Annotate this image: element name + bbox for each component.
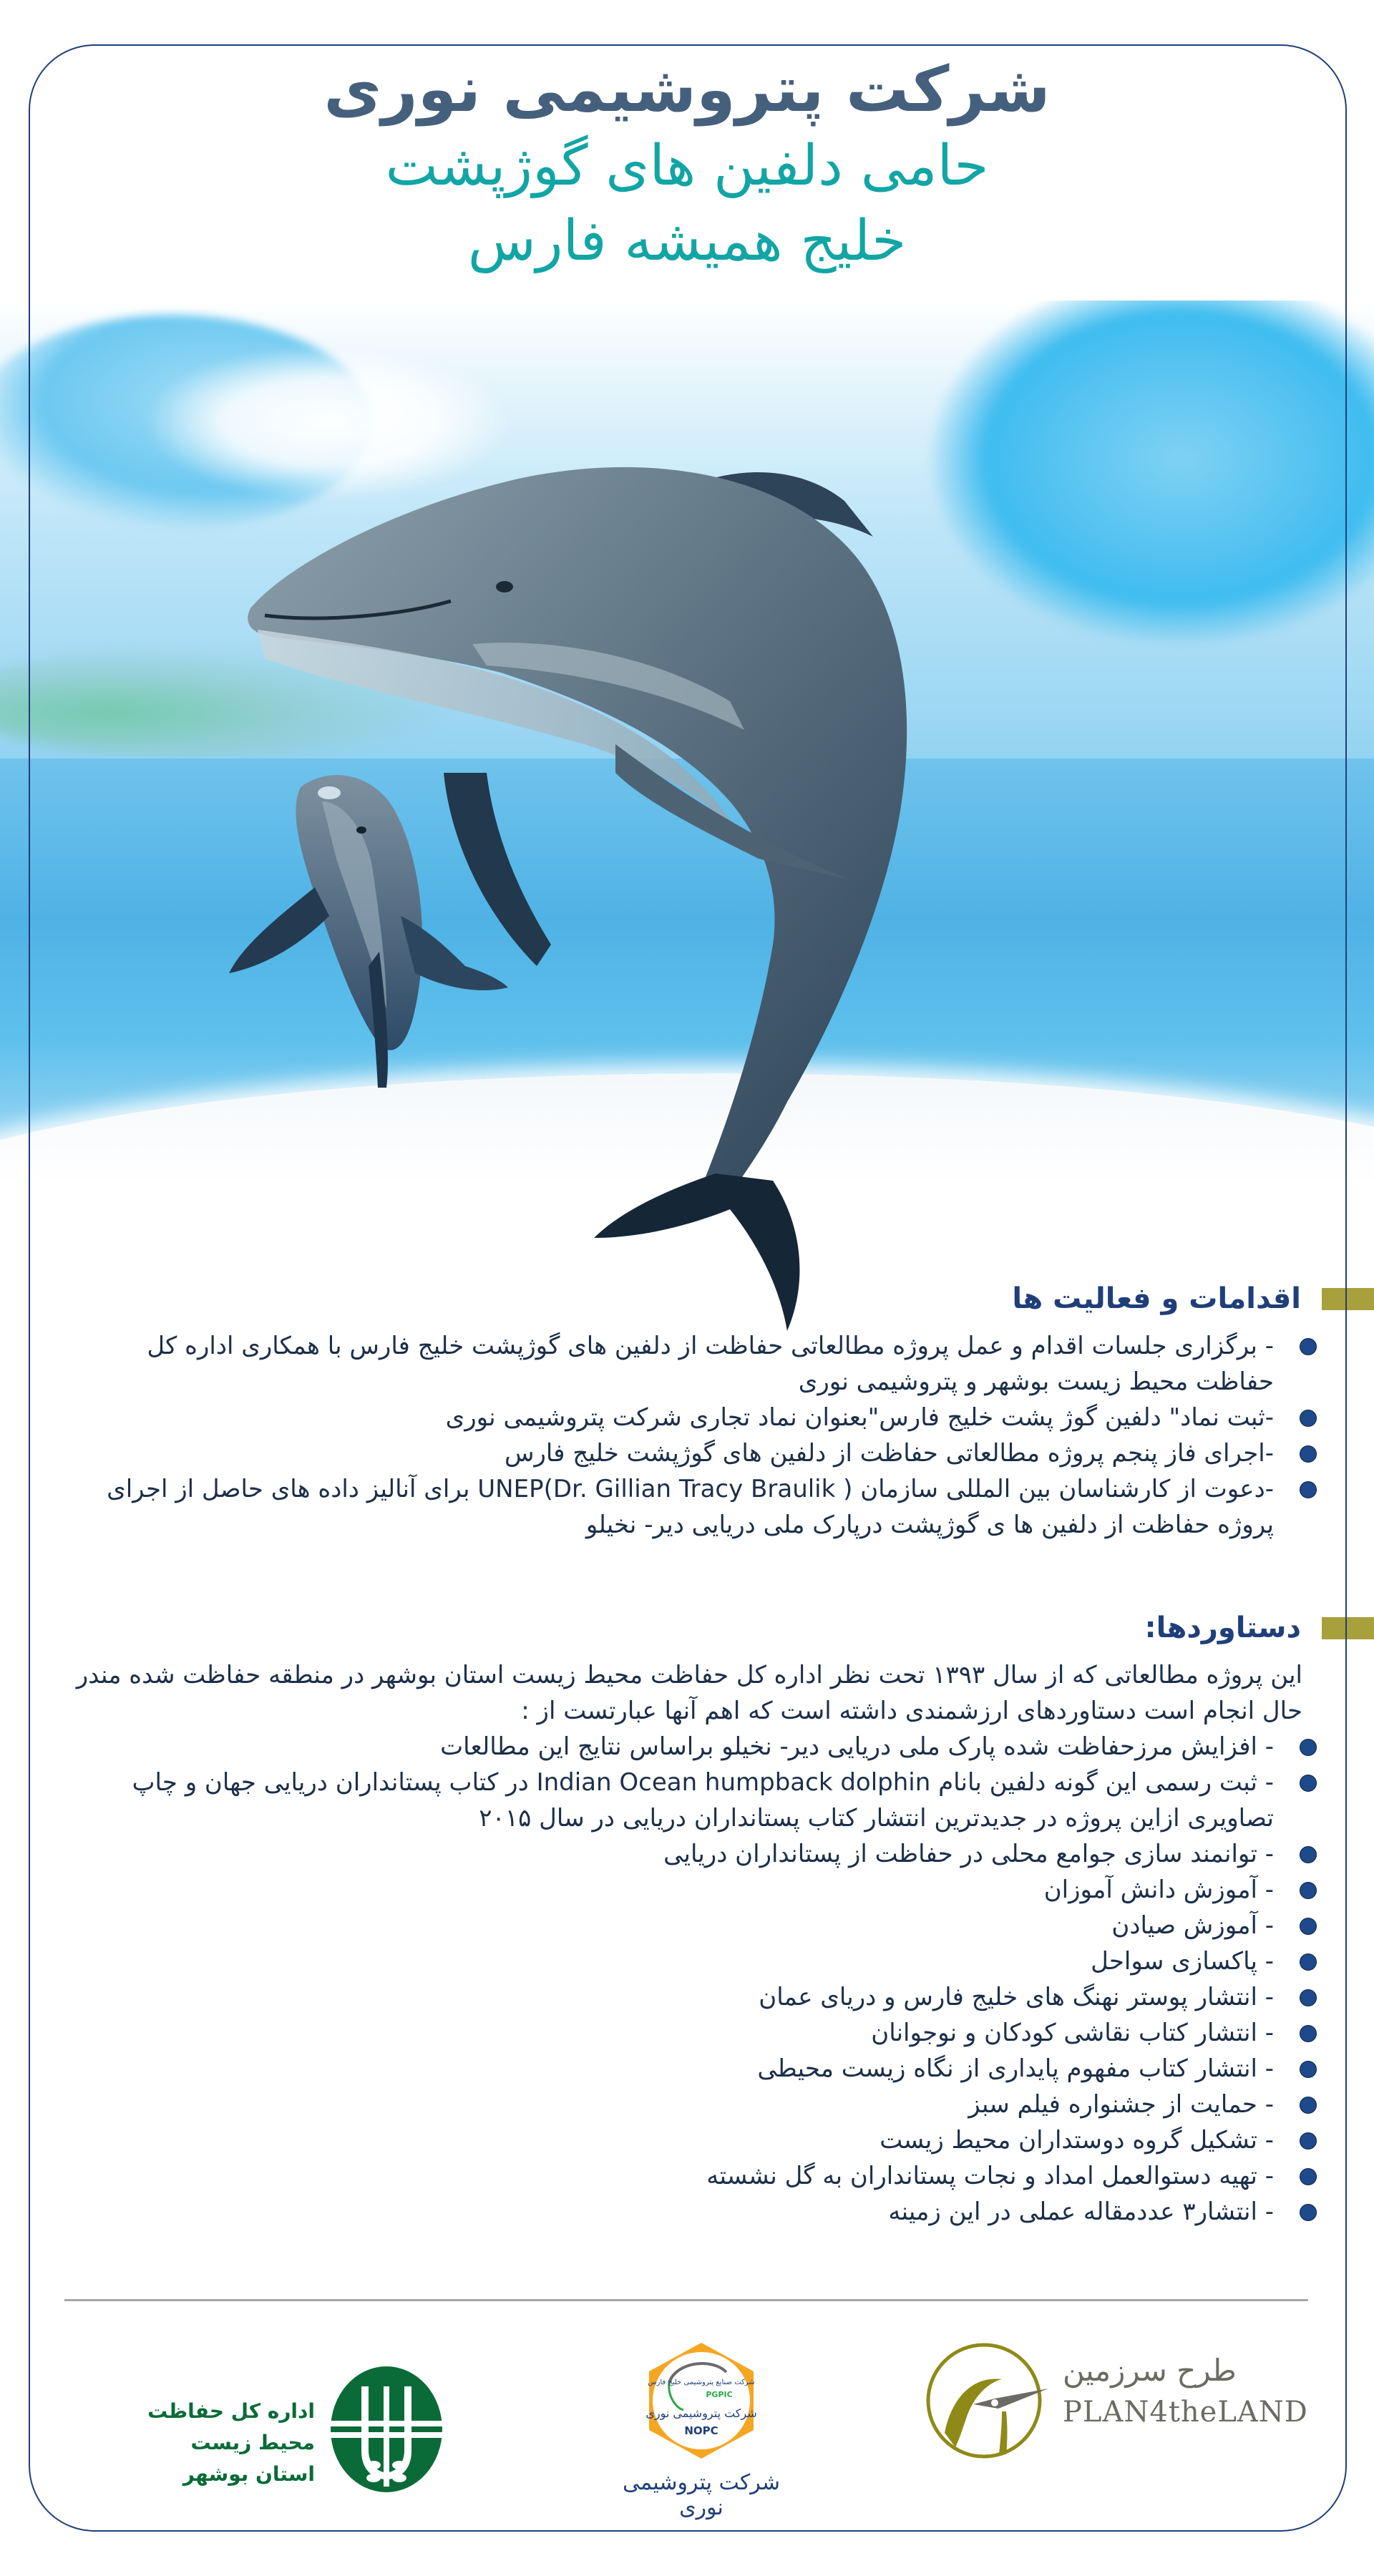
list-item: -ثبت نماد" دلفین گوژ پشت خلیج فارس"بعنوان نماد تجاری شرکت پتروشیمی نوری: [64, 1400, 1317, 1435]
page-title: شرکت پتروشیمی نوری: [323, 52, 1051, 126]
bullet-icon: [1300, 2097, 1317, 2114]
plan4theland-en: PLAN4theLAND: [1063, 2396, 1308, 2429]
doe-emblem-icon: [329, 2365, 444, 2494]
list-item: -دعوت از کارشناسان بین المللی سازمان UNEP(Dr. Gillian Tracy Braulik ) برای آنالیز داده های حاصل از اجرای پروژه حفاظت از دلفین ها ی گوژپشت درپارک ملی دریایی دیر- نخیلو: [64, 1471, 1317, 1543]
actions-heading: اقدامات و فعالیت ها: [1012, 1282, 1301, 1315]
achievements-section: [64, 1610, 1317, 2230]
doe-bushehr-logo: [86, 2333, 458, 2486]
bullet-icon: [1300, 1775, 1317, 1792]
footer-logos: [0, 2318, 1374, 2520]
bullet-icon: [1300, 1338, 1317, 1355]
section-heading: [64, 1610, 1317, 1646]
actions-list: [64, 1328, 1317, 1543]
heading-accent-bar: [1322, 1288, 1374, 1310]
nopc-logo: [601, 2340, 802, 2520]
achievements-intro: این پروژه مطالعاتی که از سال ۱۳۹۳ تحت نظر اداره کل حفاظت محیط زیست استان بوشهر در منطقه حفاظت شده مندر حال انجام است دستاوردهای ارزشمندی داشته است که اهم آنها عبارتست از :: [76, 1661, 1302, 1725]
list-item: - افزایش مرزحفاظت شده پارک ملی دریایی دیر- نخیلو براساس نتایج این مطالعات: [64, 1729, 1317, 1765]
list-item: - انتشار کتاب مفهوم پایداری از نگاه زیست محیطی: [64, 2051, 1317, 2087]
bullet-icon: [1300, 1481, 1317, 1498]
plan4theland-logo: [923, 2340, 1308, 2447]
list-item: -اجرای فاز پنجم پروژه مطالعاتی حفاظت از دلفین های گوژپشت خلیج فارس: [64, 1435, 1317, 1471]
actions-section: [64, 1281, 1317, 1543]
bullet-icon: [1300, 2061, 1317, 2078]
plan4theland-fa: طرح سرزمین: [1063, 2353, 1237, 2388]
bullet-icon: [1300, 2204, 1317, 2221]
list-item: - انتشار کتاب نقاشی کودکان و نوجوانان: [64, 2015, 1317, 2051]
bullet-icon: [1300, 2132, 1317, 2150]
list-item: - برگزاری جلسات اقدام و عمل پروژه مطالعاتی حفاظت از دلفین های گوژپشت خلیج فارس با همکاری اداره کل حفاظت محیط زیست بوشهر و پتروشیمی نوری: [64, 1328, 1317, 1400]
bullet-icon: [1300, 1445, 1317, 1463]
list-item: - آموزش صیادن: [64, 1908, 1317, 1943]
svg-text:NOPC: NOPC: [684, 2424, 718, 2437]
dolphins-illustration: [215, 401, 1217, 1331]
list-item: - پاکسازی سواحل: [64, 1943, 1317, 1979]
list-item: - تشکیل گروه دوستداران محیط زیست: [64, 2122, 1317, 2158]
list-item: - حمایت از جشنواره فیلم سبز: [64, 2087, 1317, 2122]
doe-logo-text: اداره کل حفاظت محیط زیست استان بوشهر: [147, 2399, 315, 2486]
list-item: - تهیه دستوالعمل امداد و نجات پستانداران به گل نشسته: [64, 2158, 1317, 2194]
bullet-icon: [1300, 2025, 1317, 2042]
bullet-icon: [1300, 1739, 1317, 1756]
subtitle-line-2: خلیج همیشه فارس: [467, 209, 907, 273]
heading-accent-bar: [1322, 1617, 1374, 1639]
nopc-caption: شرکت پتروشیمی نوری: [623, 2470, 780, 2520]
bullet-icon: [1300, 1918, 1317, 1935]
nopc-badge-icon: [640, 2340, 762, 2462]
list-item: - انتشار۳ عددمقاله عملی در این زمینه: [64, 2194, 1317, 2230]
list-item: - آموزش دانش آموزان: [64, 1872, 1317, 1908]
bullet-icon: [1300, 2168, 1317, 2185]
bullet-icon: [1300, 1846, 1317, 1863]
bullet-icon: [1300, 1989, 1317, 2006]
subtitle-line-1: حامی دلفین های گوژپشت: [385, 134, 989, 198]
achievements-list: [64, 1729, 1317, 2230]
svg-text:شرکت صنایع پتروشیمی خلیج فارس: شرکت صنایع پتروشیمی خلیج فارس: [648, 2379, 755, 2386]
svg-text:شرکت پتروشیمی نوری: شرکت پتروشیمی نوری: [645, 2406, 757, 2420]
svg-text:PGPIC: PGPIC: [706, 2390, 733, 2399]
header: [0, 50, 1374, 279]
bullet-icon: [1300, 1410, 1317, 1427]
bullet-icon: [1300, 1882, 1317, 1899]
bullet-icon: [1300, 1953, 1317, 1971]
list-item: - توانمند سازی جوامع محلی در حفاظت از پستانداران دریایی: [64, 1836, 1317, 1872]
footer-separator: [64, 2299, 1308, 2301]
achievements-heading: دستاوردها:: [1144, 1611, 1301, 1644]
list-item: - ثبت رسمی این گونه دلفین بانام Indian Ocean humpback dolphin در کتاب پستانداران دریایی جهان و چاپ تصاویری ازاین پروژه در جدیدترین انتشار کتاب پستانداران دریایی در سال ۲۰۱۵: [64, 1765, 1317, 1836]
list-item: - انتشار پوستر نهنگ های خلیج فارس و دریای عمان: [64, 1979, 1317, 2015]
section-heading: [64, 1281, 1317, 1317]
heron-emblem-icon: [923, 2340, 1052, 2462]
